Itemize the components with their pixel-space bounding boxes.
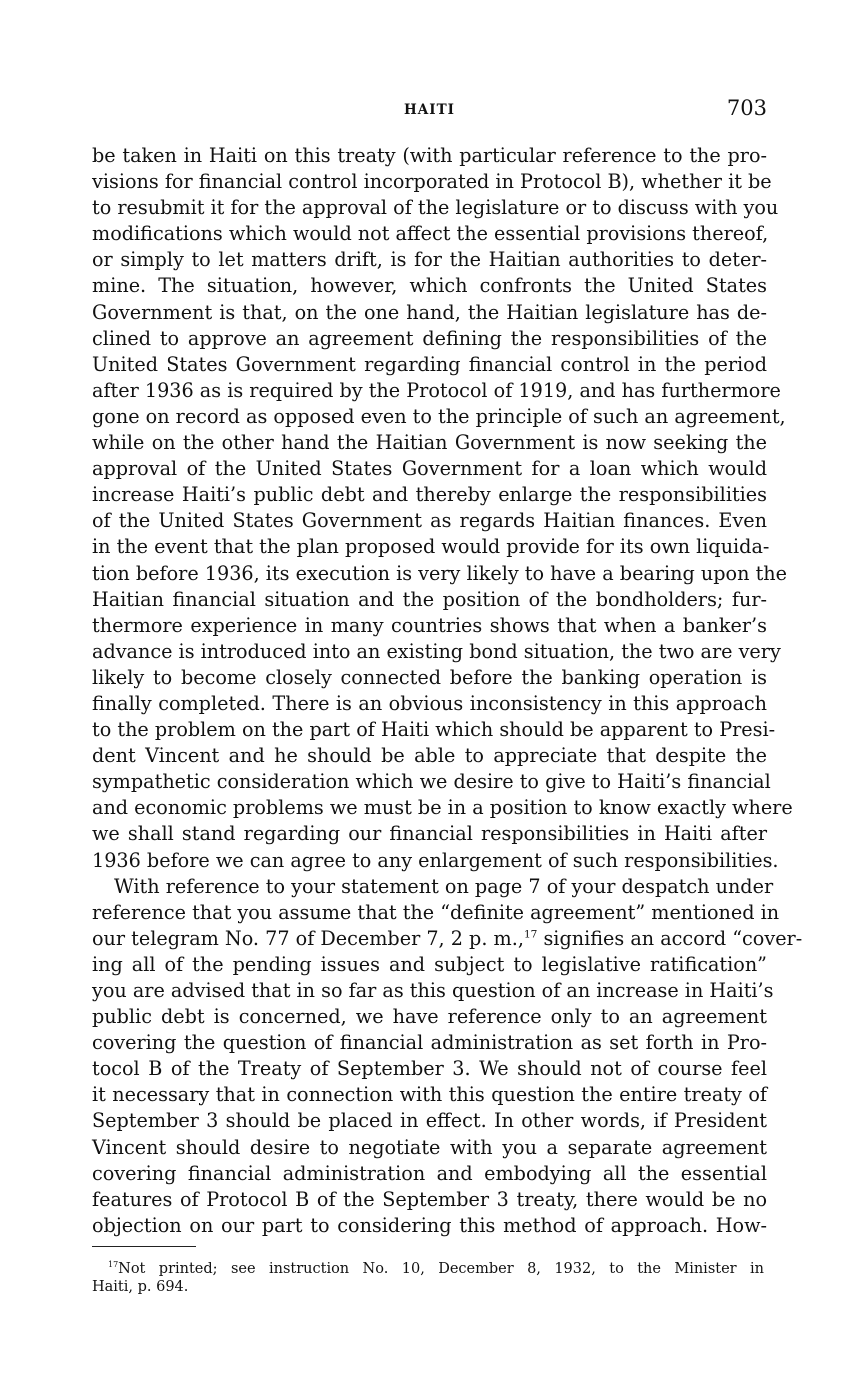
running-title: HAITI <box>404 102 455 118</box>
footnote-marker: 17 <box>108 1260 119 1270</box>
text-line: approval of the United States Government for a loan which would <box>92 457 767 481</box>
text-line: Haitian financial situation and the position of the bondholders; fur- <box>92 587 767 611</box>
footnote-line <box>92 1260 764 1278</box>
text-line: tocol B of the Treaty of September 3. We should not of course feel <box>92 1057 767 1081</box>
footnote-line: Haiti, p. 694. <box>92 1279 189 1295</box>
text-line: Vincent should desire to negotiate with you a separate agreement <box>92 1135 767 1159</box>
text-line: to resubmit it for the approval of the legislature or to discuss with you <box>92 196 779 220</box>
text-line: public debt is concerned, we have reference only to an agreement <box>92 1005 767 1029</box>
text-line: covering the question of financial administration as set forth in Pro- <box>92 1031 767 1055</box>
footnotes <box>92 1260 764 1296</box>
paragraph-start-line: With reference to your statement on page 7 of your despatch under <box>114 874 774 898</box>
text-line: we shall stand regarding our financial responsibilities in Haiti after <box>92 822 767 846</box>
text-line: objection on our part to considering this method of approach. How- <box>92 1213 767 1237</box>
text-line: sympathetic consideration which we desire to give to Haiti’s financial <box>92 770 771 794</box>
text-line: ing all of the pending issues and subject to legislative ratification” <box>92 952 767 976</box>
text-line: and economic problems we must be in a position to know exactly where <box>92 796 793 820</box>
text-line: or simply to let matters drift, is for the Haitian authorities to deter- <box>92 248 767 272</box>
text-segment: our telegram No. 77 of December 7, 2 p. m., <box>92 926 524 950</box>
text-segment: signifies an accord “cover- <box>537 926 803 950</box>
text-line: increase Haiti’s public debt and thereby enlarge the responsibilities <box>92 483 767 507</box>
text-line: in the event that the plan proposed would provide for its own liquida- <box>92 535 770 559</box>
footnote-divider <box>92 1246 196 1247</box>
text-line-with-footnote-ref <box>92 926 803 952</box>
body-text <box>92 143 803 1239</box>
text-line: covering financial administration and embodying all the essential <box>92 1161 767 1185</box>
text-line: you are advised that in so far as this question of an increase in Haiti’s <box>92 979 774 1002</box>
text-line: after 1936 as is required by the Protocol of 1919, and has furthermore <box>92 378 781 402</box>
text-line: visions for financial control incorporated in Protocol B), whether it be <box>92 170 772 194</box>
text-line: reference that you assume that the “definite agreement” mentioned in <box>92 900 780 924</box>
text-line: United States Government regarding financial control in the period <box>92 352 767 376</box>
text-line: tion before 1936, its execution is very likely to have a bearing upon the <box>92 561 787 585</box>
text-line: finally completed. There is an obvious inconsistency in this approach <box>92 691 767 715</box>
text-line: be taken in Haiti on this treaty (with particular reference to the pro- <box>92 144 767 167</box>
page-number: 703 <box>726 96 767 120</box>
text-line: of the United States Government as regards Haitian finances. Even <box>92 509 767 533</box>
text-line: it necessary that in connection with this question the entire treaty of <box>92 1083 767 1107</box>
text-line: while on the other hand the Haitian Government is now seeking the <box>92 431 767 455</box>
text-line: advance is introduced into an existing bond situation, the two are very <box>92 639 781 663</box>
text-line: gone on record as opposed even to the principle of such an agreement, <box>92 404 786 428</box>
text-line: Government is that, on the one hand, the Haitian legislature has de- <box>92 300 767 324</box>
running-head <box>92 96 767 126</box>
text-line: thermore experience in many countries shows that when a banker’s <box>92 613 767 637</box>
paragraph-end-line: 1936 before we can agree to any enlargement of such responsibilities. <box>92 848 779 872</box>
text-line: September 3 should be placed in effect. In other words, if President <box>92 1109 767 1133</box>
text-line: to the problem on the part of Haiti which should be apparent to Presi- <box>92 718 776 742</box>
text-line: mine. The situation, however, which confronts the United States <box>92 274 767 298</box>
text-line: likely to become closely connected before the banking operation is <box>92 665 767 689</box>
footnote-text: Not printed; see instruction No. 10, December 8, 1932, to the Minister in <box>118 1261 764 1277</box>
text-line: clined to approve an agreement defining the responsibilities of the <box>92 326 767 350</box>
text-line: features of Protocol B of the September 3 treaty, there would be no <box>92 1187 767 1211</box>
text-line: dent Vincent and he should be able to appreciate that despite the <box>92 744 767 768</box>
text-line: modifications which would not affect the essential provisions thereof, <box>92 222 769 246</box>
footnote-reference: 17 <box>523 928 538 941</box>
